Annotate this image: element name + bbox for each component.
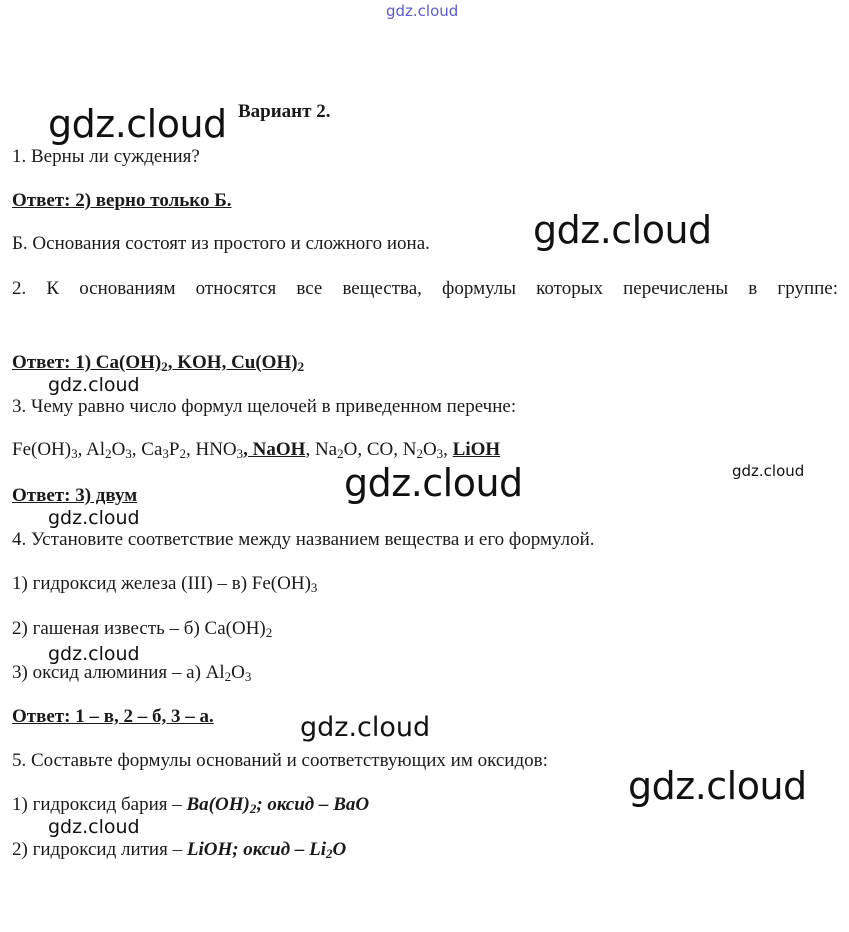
question-3: 3. Чему равно число формул щелочей в приведенном перечне: [12,396,517,417]
q5-item-2: 2) гидроксид лития – LiOH; оксид – $Li_2O$ [12,839,347,861]
watermark-large-1: gdz.cloud [48,102,227,146]
match-item-2: 2) гашеная известь – б) $Ca(OH)_2$ [12,618,273,640]
highlight-naoh: , NaOH [243,439,306,460]
answer-2: Ответ: 1) $Ca(OH)_2$, KOH, $Cu(OH)_2$ [12,352,305,374]
answer-3: Ответ: 3) двум [12,485,138,506]
watermark-top: gdz.cloud [386,2,459,20]
watermark-small-3: gdz.cloud [48,643,140,665]
question-1: 1. Верны ли суждения? [12,146,200,167]
page-title: Вариант 2. [238,101,331,122]
watermark-tiny: gdz.cloud [732,462,805,480]
answer-4: Ответ: 1 – в, 2 – б, 3 – а. [12,706,214,727]
match-item-1: 1) гидроксид железа (III) – в) $Fe(OH)_3$ [12,573,318,595]
watermark-small-4: gdz.cloud [48,816,140,838]
watermark-small-2: gdz.cloud [48,507,140,529]
question-2: 2. К основаниям относятся все вещества, формулы которых перечислены в группе: [12,278,838,299]
statement-b: Б. Основания состоят из простого и сложного иона. [12,233,430,254]
highlight-lioh: LiOH [452,439,501,460]
watermark-large-3: gdz.cloud [344,461,523,505]
q5-item-1: 1) гидроксид бария – $Ba(OH)_2$; оксид – BaO [12,794,370,816]
question-4: 4. Установите соответствие между названием вещества и его формулой. [12,529,595,550]
formula-list: $Fe(OH)_3$, $Al_2O_3$, $Ca_3P_2$, $HNO_3$, NaOH, $Na_2O$, CO, $N_2O_3$, LiOH [12,439,501,461]
watermark-small-1: gdz.cloud [48,374,140,396]
watermark-large-2: gdz.cloud [533,208,712,252]
watermark-large-4: gdz.cloud [628,764,807,808]
answer-1: Ответ: 2) верно только Б. [12,190,232,211]
watermark-medium: gdz.cloud [300,712,431,743]
question-5: 5. Составьте формулы оснований и соответствующих им оксидов: [12,750,548,771]
match-item-3: 3) оксид алюминия – а) $Al_2O_3$ [12,662,252,684]
